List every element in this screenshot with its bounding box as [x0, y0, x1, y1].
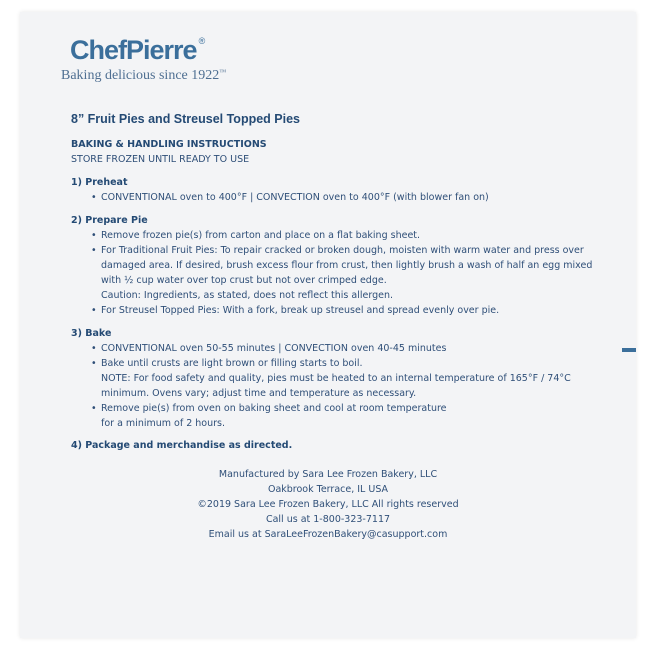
storage-note: STORE FROZEN UNTIL READY TO USE — [71, 154, 250, 165]
footer-phone: Call us at 1-800-323-7117 — [265, 514, 391, 525]
edge-accent-bar — [622, 348, 636, 352]
section-preheat-list — [71, 190, 611, 205]
section-package-heading: 4) Package and merchandise as directed. — [71, 440, 293, 451]
bullet-text: CONVENTIONAL oven 50-55 minutes | CONVECTION oven 40-45 minutes — [101, 343, 447, 354]
bullet-text: Remove frozen pie(s) from carton and place on a flat baking sheet. — [101, 230, 421, 241]
bullet-text: CONVENTIONAL oven to 400°F | CONVECTION oven to 400°F (with blower fan on) — [101, 192, 489, 203]
section-prepare-heading: 2) Prepare Pie — [71, 215, 148, 226]
tagline-trademark: ™ — [219, 68, 227, 76]
list-item — [91, 190, 611, 205]
list-item — [91, 303, 611, 318]
list-item — [91, 401, 611, 431]
bullet-text: Bake until crusts are light brown or filling starts to boil. — [101, 358, 363, 369]
section-bake-heading: 3) Bake — [71, 328, 112, 339]
food-safety-note: NOTE: For food safety and quality, pies must be heated to an internal temperature of 165°F / 74°C minimum. Ovens vary; adjust time and temperature as necessary. — [101, 373, 571, 399]
bullet-text: For Streusel Topped Pies: With a fork, break up streusel and spread evenly over pie. — [101, 305, 500, 316]
manufacturer-footer — [20, 467, 636, 542]
footer-location: Oakbrook Terrace, IL USA — [267, 484, 389, 495]
footer-copyright: ©2019 Sara Lee Frozen Bakery, LLC All rights reserved — [197, 499, 459, 510]
bullet-text: For Traditional Fruit Pies: To repair cracked or broken dough, moisten with warm water and press over damaged area. If desired, brush excess flour from crust, then lightly brush a wash of half an egg mixed with ½ cup water over top crust but not over crimped edge. — [101, 245, 593, 286]
bullet-text: Remove pie(s) from oven on baking sheet and cool at room temperature — [101, 403, 447, 414]
section-bake-list — [71, 341, 611, 431]
footer-manufacturer: Manufactured by Sara Lee Frozen Bakery, LLC — [218, 469, 438, 480]
instructions-heading: BAKING & HANDLING INSTRUCTIONS — [71, 139, 267, 150]
list-item — [91, 356, 611, 401]
list-item — [91, 228, 611, 243]
instructions-content — [71, 137, 611, 453]
logo-registered-mark: ® — [198, 36, 205, 46]
tagline-text: Baking delicious since 1922 — [61, 68, 220, 83]
list-item — [91, 243, 611, 303]
section-prepare-list — [71, 228, 611, 318]
list-item — [91, 341, 611, 356]
cooling-time: for a minimum of 2 hours. — [101, 418, 225, 429]
brand-logo — [70, 37, 204, 64]
brand-tagline — [61, 69, 226, 83]
section-preheat-heading: 1) Preheat — [71, 177, 128, 188]
logo-text: ChefPierre — [70, 35, 197, 65]
product-title: 8” Fruit Pies and Streusel Topped Pies — [71, 112, 300, 126]
caution-note: Caution: Ingredients, as stated, does not reflect this allergen. — [101, 290, 393, 301]
footer-email: Email us at SaraLeeFrozenBakery@casupport.com — [208, 529, 448, 540]
